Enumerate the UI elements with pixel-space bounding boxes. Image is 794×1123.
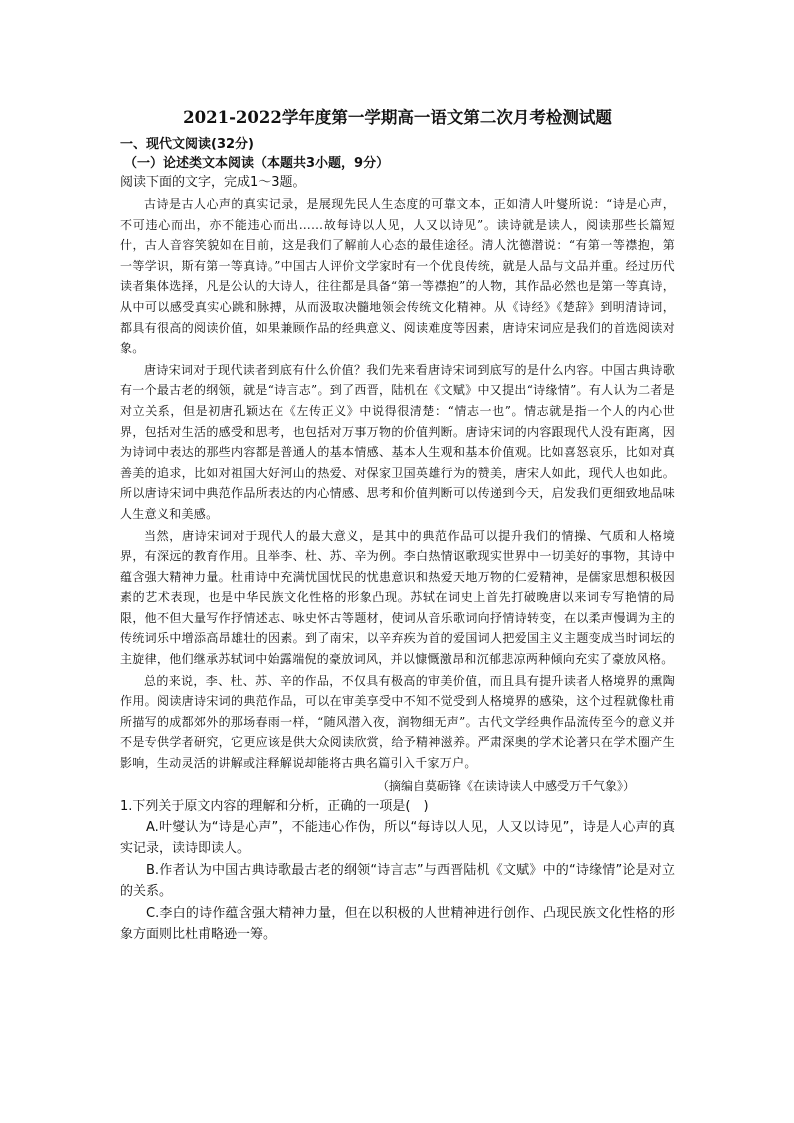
question-1-option-c: C.李白的诗作蕴含强大精神力量，但在以积极的人世精神进行创作、凸现民族文化性格的形象方面则比杜甫略逊一筹。 (120, 905, 675, 943)
passage-paragraph-4: 总的来说，李、杜、苏、辛的作品，不仅具有极高的审美价值，而且具有提升读者人格境界的熏陶作用。阅读唐诗宋词的典范作品，可以在审美享受中不知不觉受到人格境界的感染，这个过程就像杜甫所描写的成都郊外的那场春雨一样，“随风潜入夜，润物细无声”。古代文学经典作品流传至今的意义并不是专供学者研究，它更应该是供大众阅读欣赏，给予精神滋养。严肃深奥的学术论著只在学术圈产生影响，生动灵活的讲解或注释解说却能将古典名篇引入千家万户。 (120, 673, 675, 771)
passage-source: （摘编自莫砺锋《在读诗读人中感受万千气象》） (376, 778, 635, 793)
page-content (120, 106, 675, 946)
passage-paragraph-1: 古诗是古人心声的真实记录，是展现先民人生态度的可靠文本，正如清人叶燮所说：“诗是心声，不可违心而出，亦不能违心而出……故每诗以人见，人又以诗见”。读诗就是读人，阅读那些长篇短什，古人音容笑貌如在目前，这是我们了解前人心态的最佳途径。清人沈德潜说：“有第一等襟抱，第一等学识，斯有第一等真诗。”中国古人评价文学家时有一个优良传统，就是人品与文品并重。经过历代读者集体选择，凡是公认的大诗人，往往都是具备“第一等襟抱”的人物，其作品必然也是第一等真诗，从中可以感受真实心跳和脉搏，从而汲取决髓地领会传统文化精神。从《诗经》《楚辞》到明清诗词，都具有很高的阅读价值，如果兼顾作品的经典意义、阅读难度等因素，唐诗宋词应是我们的首选阅读对象。 (120, 197, 675, 356)
question-1-stem: 1.下列关于原文内容的理解和分析，正确的一项是( ) (120, 798, 429, 814)
passage-paragraph-2: 唐诗宋词对于现代读者到底有什么价值？我们先来看唐诗宋词到底写的是什么内容。中国古典诗歌有一个最古老的纲领，就是“诗言志”。到了西晋，陆机在《文赋》中又提出“诗缘情”。有人认为二者是对立关系，但是初唐孔颖达在《左传正义》中说得很清楚：“情志一也”。情志就是指一个人的内心世界，包括对生活的感受和思考，也包括对万事万物的价值判断。唐诗宋词的内容跟现代人没有距离，因为诗词中表达的那些内容都是普通人的基本情感、基本人生观和基本价值观。比如喜怒哀乐，比如对真善美的追求，比如对祖国大好河山的热爱、对保家卫国英雄行为的赞美，唐宋人如此，现代人也如此。所以唐诗宋词中典范作品所表达的内心情感、思考和价值判断可以传递到今天，启发我们更细致地品味人生意义和美感。 (120, 362, 675, 521)
section-heading: 一、现代文阅读(32分) (120, 137, 254, 152)
reading-instruction: 阅读下面的文字，完成1～3题。 (120, 175, 306, 190)
subsection-heading: （一）论述类文本阅读（本题共3小题，9分） (124, 156, 390, 171)
exam-title: 2021-2022学年度第一学期高一语文第二次月考检测试题 (183, 108, 612, 127)
question-1-option-b: B.作者认为中国古典诗歌最古老的纲领“诗言志”与西晋陆机《文赋》中的“诗缘情”论是对立的关系。 (120, 862, 675, 900)
passage-paragraph-3: 当然，唐诗宋词对于现代人的最大意义，是其中的典范作品可以提升我们的情操、气质和人格境界，有深远的教育作用。且举李、杜、苏、辛为例。李白热情讴歌现实世界中一切美好的事物，其诗中蕴含强大精神力量。杜甫诗中充满忧国忧民的忧患意识和热爱天地万物的仁爱精神，是儒家思想积极因素的艺术表现，也是中华民族文化性格的形象凸现。苏轼在词史上首先打破晚唐以来词专写艳情的局限，他不但大量写作抒情述志、咏史怀古等题材，使词从音乐歌词向抒情诗转变，在以柔声慢调为主的传统词乐中增添高昂雄壮的因素。到了南宋，以辛弃疾为首的爱国词人把爱国主义主题变成当时词坛的主旋律，他们继承苏轼词中始露端倪的豪放词风，并以慷慨激昂和沉郁悲凉两种倾向充实了豪放风格。 (120, 528, 675, 667)
question-1-option-a: A.叶燮认为“诗是心声”，不能违心作伪，所以“每诗以人见，人又以诗见”，诗是人心声的真实记录，读诗即读人。 (120, 819, 675, 857)
